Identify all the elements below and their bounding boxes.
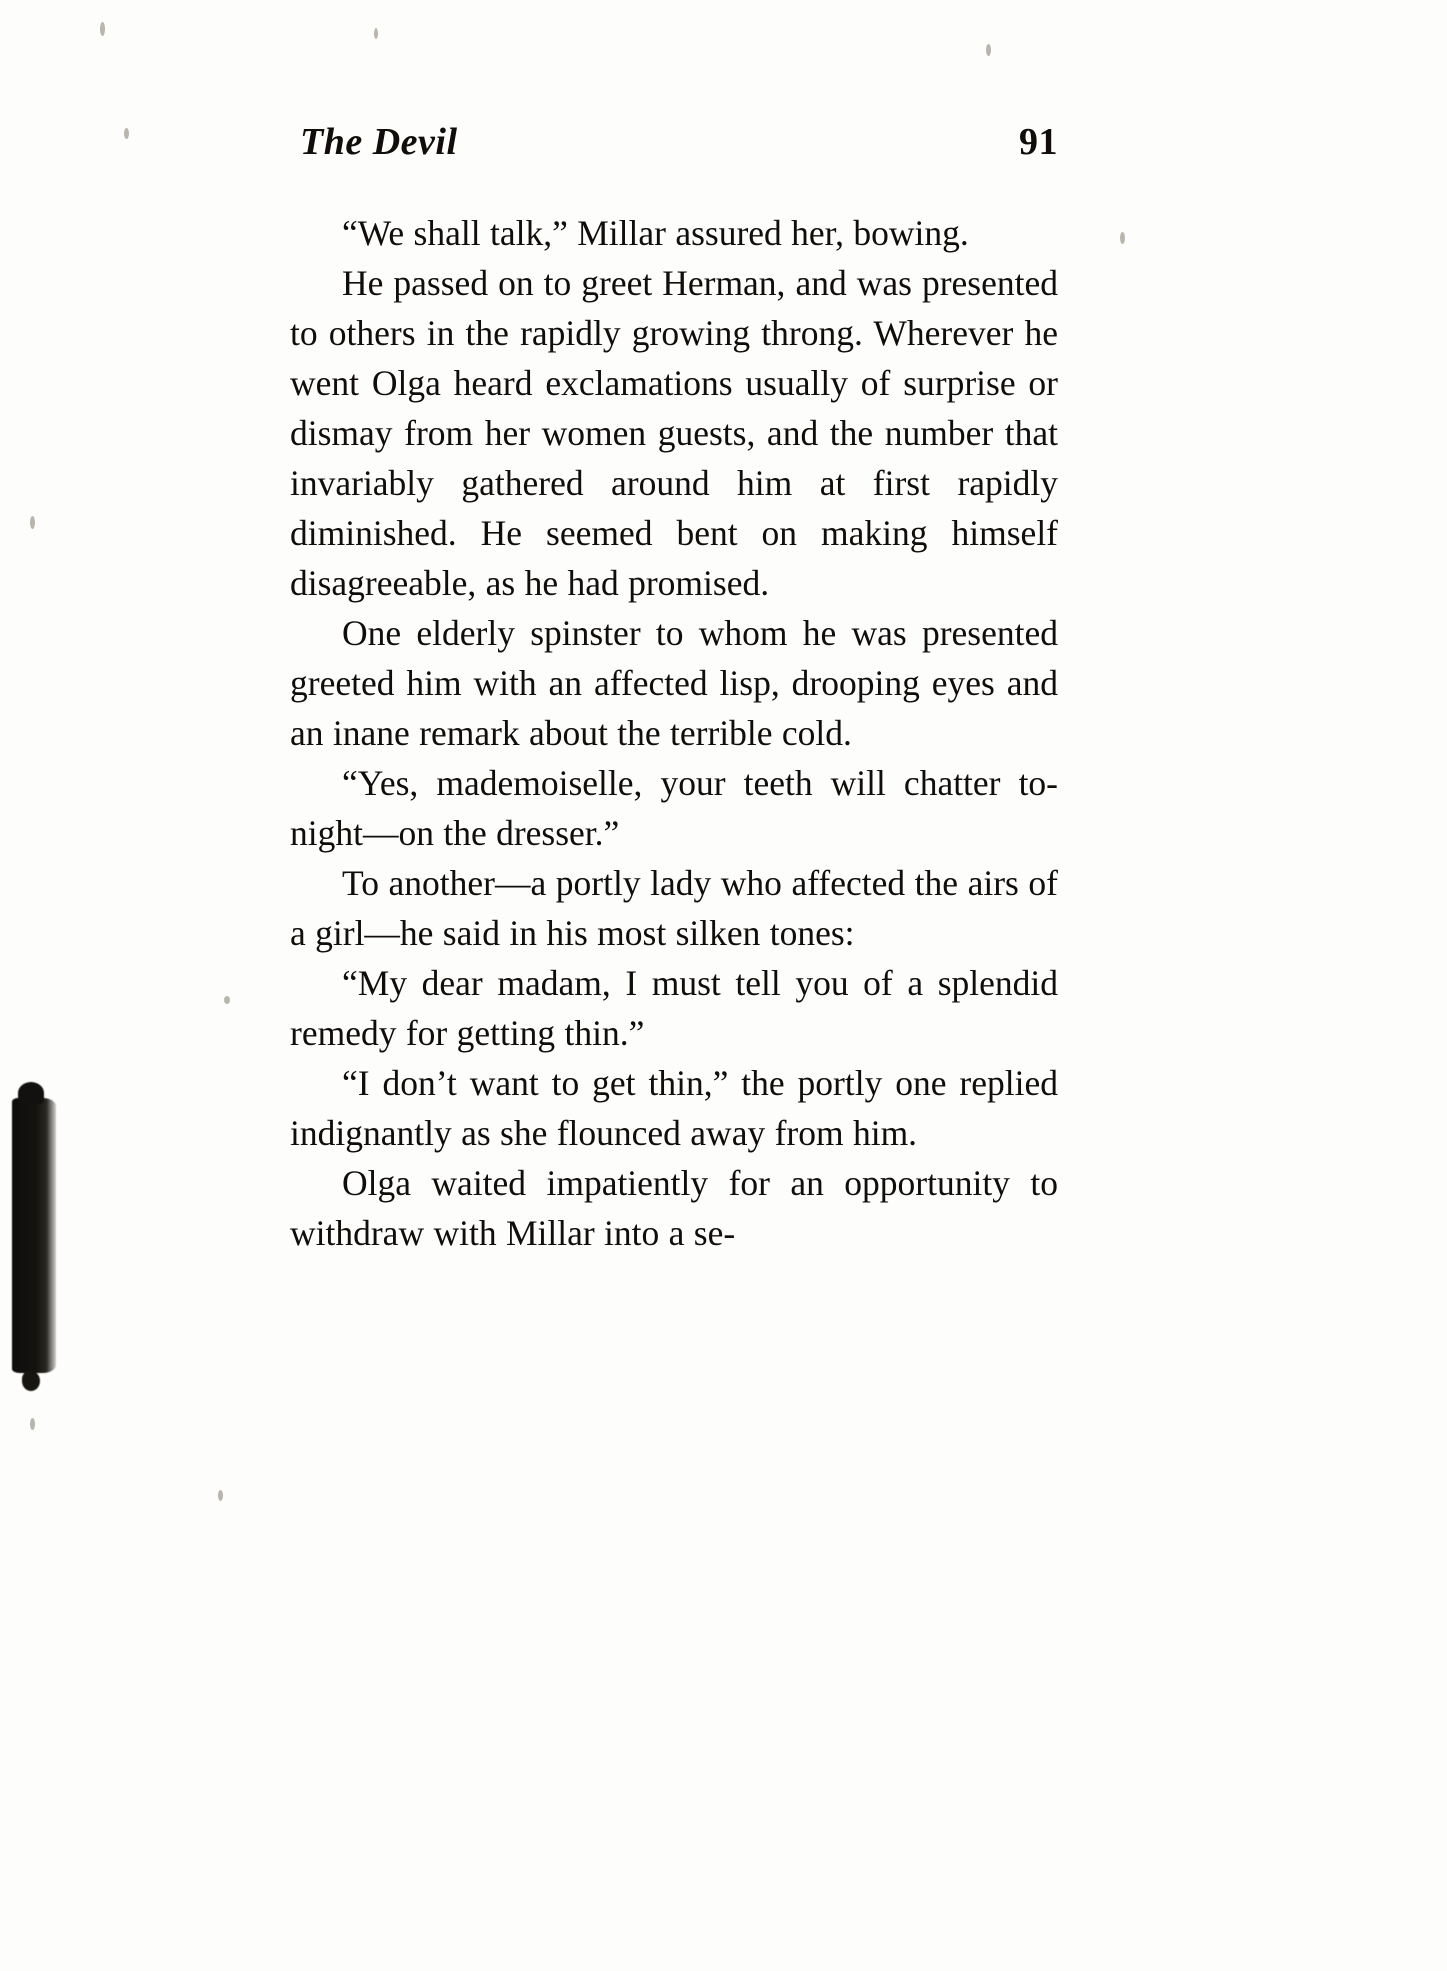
scan-speck — [124, 128, 129, 139]
paragraph: “Yes, mademoiselle, your teeth will chatter to-night—on the dresser.” — [290, 763, 1058, 853]
scan-speck — [30, 1418, 35, 1430]
paragraph: “We shall talk,” Millar assured her, bowing. — [342, 213, 969, 253]
scan-speck — [100, 22, 105, 36]
scan-speck — [224, 996, 230, 1004]
page-number: 91 — [1019, 121, 1058, 163]
paragraph: One elderly spinster to whom he was presented greeted him with an affected lisp, drooping eyes and an inane remark about the terrible cold. — [290, 613, 1058, 753]
scan-speck — [986, 44, 991, 56]
scan-speck — [30, 516, 35, 529]
scan-speck — [1120, 232, 1125, 244]
scan-speck — [218, 1490, 223, 1501]
page-header — [290, 120, 1058, 164]
page-content — [290, 120, 1058, 1258]
paragraph: He passed on to greet Herman, and was presented to others in the rapidly growing throng. Wherever he went Olga heard exclamations usually of surprise or dismay from her women guests, and the number that invariably gathered around him at first rapidly diminished. He seemed bent on making himself disagreeable, as he had promised. — [290, 263, 1058, 603]
paragraph: To another—a portly lady who affected the airs of a girl—he said in his most silken tones: — [290, 863, 1058, 953]
scan-speck — [374, 28, 378, 39]
ink-smudge-mark — [12, 1098, 56, 1373]
paragraph: “I don’t want to get thin,” the portly one replied indignantly as she flounced away from him. — [290, 1063, 1058, 1153]
running-title: The Devil — [300, 121, 458, 163]
paragraph: Olga waited impatiently for an opportunity to withdraw with Millar into a se- — [290, 1163, 1058, 1253]
paragraph: “My dear madam, I must tell you of a splendid remedy for getting thin.” — [290, 963, 1058, 1053]
